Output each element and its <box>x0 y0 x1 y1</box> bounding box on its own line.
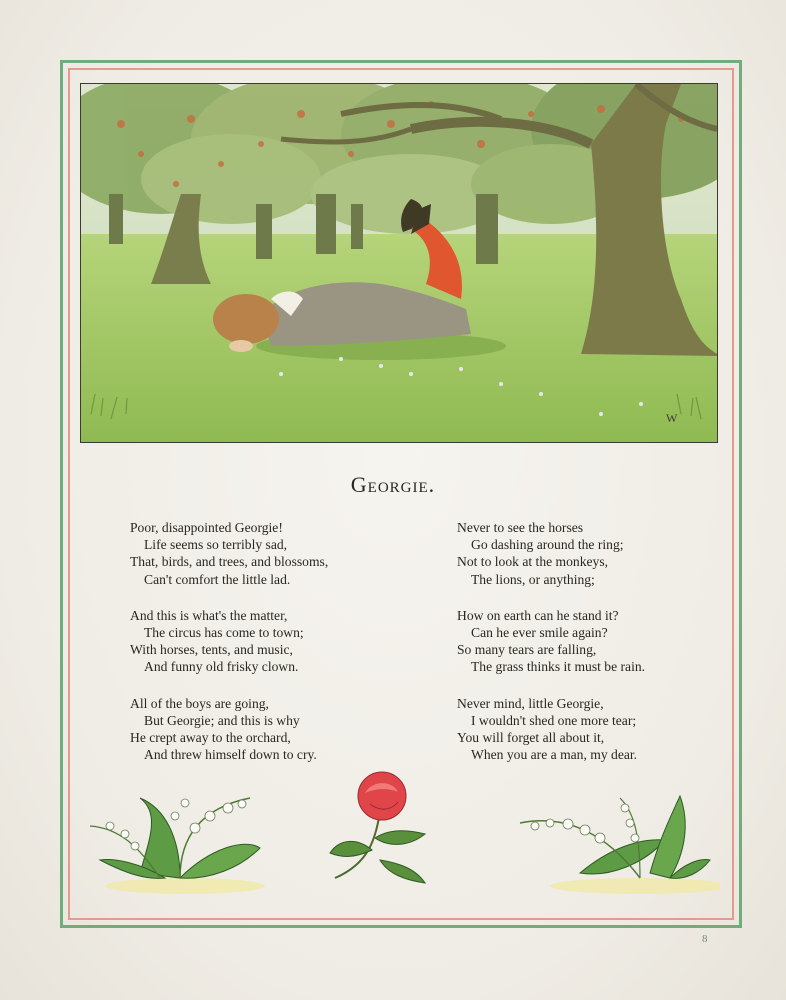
poem-line: And threw himself down to cry. <box>144 747 317 763</box>
poem-line: When you are a man, my dear. <box>471 747 638 763</box>
poem-line: The lions, or anything; <box>471 571 595 587</box>
poem-line: The grass thinks it must be rain. <box>471 659 646 675</box>
poem-line: How on earth can he stand it? <box>457 607 619 623</box>
stanza <box>457 519 747 588</box>
orchard-illustration <box>80 83 718 443</box>
lily-of-the-valley-left <box>90 798 265 894</box>
poem-line: The circus has come to town; <box>144 625 304 641</box>
page-number: 8 <box>702 933 708 945</box>
poem-line: Go dashing around the ring; <box>471 537 624 553</box>
poem-line: And funny old frisky clown. <box>144 659 299 675</box>
stanza <box>130 519 420 588</box>
stanza <box>457 607 747 676</box>
stanza <box>130 695 420 764</box>
poem-line: All of the boys are going, <box>130 695 269 711</box>
poem-line: That, birds, and trees, and blossoms, <box>130 554 329 570</box>
poem-line: And this is what's the matter, <box>130 607 288 623</box>
lily-of-the-valley-right <box>520 796 720 894</box>
poem-line: Can he ever smile again? <box>471 625 608 641</box>
poem-line: With horses, tents, and music, <box>130 642 293 658</box>
poem-line: Never to see the horses <box>457 520 584 535</box>
stanza <box>457 695 747 764</box>
rose-illustration <box>330 772 425 883</box>
poem-line: He crept away to the orchard, <box>130 730 291 746</box>
poem-title: Georgie. <box>350 472 436 497</box>
poem-line: Poor, disappointed Georgie! <box>130 520 283 535</box>
poem-line: You will forget all about it, <box>457 730 605 746</box>
poem-line: Never mind, little Georgie, <box>457 695 604 711</box>
poem-left-column <box>130 519 420 782</box>
flower-decorations <box>80 768 720 898</box>
artist-monogram: W <box>666 411 678 425</box>
poem-line: I wouldn't shed one more tear; <box>471 712 637 728</box>
poem-line: Life seems so terribly sad, <box>144 537 288 553</box>
poem-line: Not to look at the monkeys, <box>457 554 609 570</box>
stanza <box>130 607 420 676</box>
poem-line: Can't comfort the little lad. <box>144 571 291 587</box>
poem-right-column <box>457 519 747 782</box>
poem-line: So many tears are falling, <box>457 642 597 658</box>
poem-line: But Georgie; and this is why <box>144 712 300 728</box>
